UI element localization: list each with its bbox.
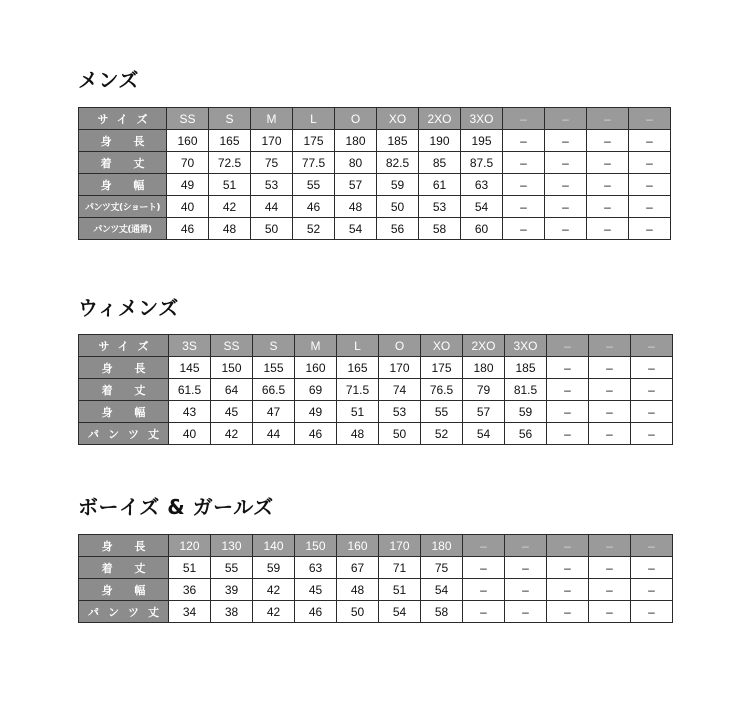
measurement-cell: 40 [167, 196, 209, 218]
mens-size-table [78, 107, 671, 240]
measurement-cell: 60 [461, 218, 503, 240]
measurement-cell: – [463, 601, 505, 623]
measurement-cell: 55 [211, 557, 253, 579]
measurement-cell: 145 [169, 357, 211, 379]
size-header-cell: – [631, 335, 673, 357]
measurement-cell: 50 [251, 218, 293, 240]
measurement-cell: 55 [421, 401, 463, 423]
row-label: 着 丈 [79, 379, 169, 401]
measurement-cell: 39 [211, 579, 253, 601]
measurement-cell: – [545, 130, 587, 152]
measurement-cell: 180 [463, 357, 505, 379]
measurement-cell: 195 [461, 130, 503, 152]
row-label: パンツ丈 [79, 423, 169, 445]
table-row [79, 401, 673, 423]
size-header-cell: – [589, 335, 631, 357]
measurement-cell: 49 [295, 401, 337, 423]
measurement-cell: 45 [295, 579, 337, 601]
measurement-cell: 51 [379, 579, 421, 601]
measurement-cell: 38 [211, 601, 253, 623]
measurement-cell: – [589, 601, 631, 623]
size-header-cell: 140 [253, 535, 295, 557]
measurement-cell: – [631, 557, 673, 579]
size-header-cell: 160 [337, 535, 379, 557]
size-header-cell: 2XO [419, 108, 461, 130]
kids-size-table [78, 534, 673, 623]
measurement-cell: 165 [209, 130, 251, 152]
measurement-cell: 150 [211, 357, 253, 379]
size-header-cell: SS [211, 335, 253, 357]
measurement-cell: – [587, 218, 629, 240]
size-header-cell: – [503, 108, 545, 130]
measurement-cell: 64 [211, 379, 253, 401]
size-header-row [79, 535, 673, 557]
measurement-cell: – [503, 174, 545, 196]
measurement-cell: 44 [251, 196, 293, 218]
measurement-cell: 54 [335, 218, 377, 240]
measurement-cell: 48 [335, 196, 377, 218]
size-header-cell: 180 [421, 535, 463, 557]
measurement-cell: 59 [253, 557, 295, 579]
measurement-cell: 58 [419, 218, 461, 240]
row-label: 身 長 [79, 535, 169, 557]
measurement-cell: 180 [335, 130, 377, 152]
measurement-cell: 52 [293, 218, 335, 240]
measurement-cell: 58 [421, 601, 463, 623]
kids-title: ボーイズ & ガールズ [78, 495, 274, 519]
measurement-cell: 80 [335, 152, 377, 174]
measurement-cell: 56 [505, 423, 547, 445]
measurement-cell: – [589, 557, 631, 579]
measurement-cell: – [503, 218, 545, 240]
size-header-cell: – [505, 535, 547, 557]
measurement-cell: 66.5 [253, 379, 295, 401]
measurement-cell: – [587, 130, 629, 152]
measurement-cell: 51 [209, 174, 251, 196]
measurement-cell: – [589, 379, 631, 401]
measurement-cell: 46 [295, 601, 337, 623]
table-row [79, 557, 673, 579]
size-header-cell: M [295, 335, 337, 357]
measurement-cell: 44 [253, 423, 295, 445]
size-header-cell: O [335, 108, 377, 130]
measurement-cell: 46 [295, 423, 337, 445]
row-label: 着 丈 [79, 557, 169, 579]
measurement-cell: – [547, 401, 589, 423]
measurement-cell: 42 [209, 196, 251, 218]
measurement-cell: – [629, 174, 671, 196]
size-header-cell: S [209, 108, 251, 130]
measurement-cell: 53 [419, 196, 461, 218]
table-row [79, 174, 671, 196]
measurement-cell: – [545, 218, 587, 240]
measurement-cell: 63 [461, 174, 503, 196]
measurement-cell: 54 [421, 579, 463, 601]
size-header-cell: XO [421, 335, 463, 357]
measurement-cell: 51 [337, 401, 379, 423]
measurement-cell: – [589, 357, 631, 379]
measurement-cell: 57 [335, 174, 377, 196]
measurement-cell: 52 [421, 423, 463, 445]
measurement-cell: – [631, 401, 673, 423]
measurement-cell: – [547, 423, 589, 445]
measurement-cell: – [629, 152, 671, 174]
measurement-cell: 48 [337, 423, 379, 445]
measurement-cell: 46 [293, 196, 335, 218]
measurement-cell: 85 [419, 152, 461, 174]
measurement-cell: – [505, 557, 547, 579]
size-header-cell: – [629, 108, 671, 130]
measurement-cell: – [629, 196, 671, 218]
measurement-cell: 81.5 [505, 379, 547, 401]
measurement-cell: 57 [463, 401, 505, 423]
measurement-cell: 185 [505, 357, 547, 379]
measurement-cell: 50 [379, 423, 421, 445]
measurement-cell: 59 [505, 401, 547, 423]
measurement-cell: 54 [461, 196, 503, 218]
mens-title: メンズ [78, 68, 139, 92]
measurement-cell: – [503, 196, 545, 218]
table-row [79, 579, 673, 601]
row-label: 身 長 [79, 357, 169, 379]
measurement-cell: 175 [421, 357, 463, 379]
row-label: サイズ [79, 335, 169, 357]
measurement-cell: 72.5 [209, 152, 251, 174]
row-label: 身 幅 [79, 174, 167, 196]
table-row [79, 601, 673, 623]
size-header-cell: 3XO [461, 108, 503, 130]
measurement-cell: 61 [419, 174, 461, 196]
measurement-cell: – [629, 218, 671, 240]
measurement-cell: 71 [379, 557, 421, 579]
size-header-cell: 130 [211, 535, 253, 557]
size-header-cell: 120 [169, 535, 211, 557]
row-label: 身 幅 [79, 401, 169, 423]
row-label: パンツ丈 [79, 601, 169, 623]
size-header-cell: SS [167, 108, 209, 130]
measurement-cell: 185 [377, 130, 419, 152]
size-header-row [79, 108, 671, 130]
measurement-cell: 165 [337, 357, 379, 379]
measurement-cell: 76.5 [421, 379, 463, 401]
measurement-cell: 34 [169, 601, 211, 623]
size-header-cell: 150 [295, 535, 337, 557]
measurement-cell: 63 [295, 557, 337, 579]
measurement-cell: 42 [253, 579, 295, 601]
measurement-cell: 46 [167, 218, 209, 240]
measurement-cell: 45 [211, 401, 253, 423]
measurement-cell: 75 [421, 557, 463, 579]
measurement-cell: 49 [167, 174, 209, 196]
measurement-cell: 190 [419, 130, 461, 152]
measurement-cell: 155 [253, 357, 295, 379]
measurement-cell: 55 [293, 174, 335, 196]
size-header-cell: – [463, 535, 505, 557]
measurement-cell: 77.5 [293, 152, 335, 174]
row-label: 身 長 [79, 130, 167, 152]
measurement-cell: 70 [167, 152, 209, 174]
measurement-cell: 54 [379, 601, 421, 623]
measurement-cell: 175 [293, 130, 335, 152]
measurement-cell: – [505, 579, 547, 601]
size-header-row [79, 335, 673, 357]
measurement-cell: 53 [251, 174, 293, 196]
size-header-cell: M [251, 108, 293, 130]
measurement-cell: – [545, 196, 587, 218]
measurement-cell: 51 [169, 557, 211, 579]
table-row [79, 379, 673, 401]
size-header-cell: 170 [379, 535, 421, 557]
size-header-cell: L [337, 335, 379, 357]
table-row [79, 423, 673, 445]
table-row [79, 130, 671, 152]
size-header-cell: – [631, 535, 673, 557]
measurement-cell: – [587, 196, 629, 218]
measurement-cell: 67 [337, 557, 379, 579]
measurement-cell: – [547, 601, 589, 623]
size-header-cell: – [589, 535, 631, 557]
measurement-cell: 48 [337, 579, 379, 601]
measurement-cell: – [589, 423, 631, 445]
measurement-cell: – [545, 174, 587, 196]
womens-title: ウィメンズ [78, 296, 179, 320]
row-label: パンツ丈(通常) [79, 218, 167, 240]
size-header-cell: – [547, 335, 589, 357]
measurement-cell: – [587, 152, 629, 174]
measurement-cell: – [545, 152, 587, 174]
measurement-cell: 160 [167, 130, 209, 152]
measurement-cell: 87.5 [461, 152, 503, 174]
size-header-cell: 3S [169, 335, 211, 357]
measurement-cell: – [631, 601, 673, 623]
size-header-cell: – [587, 108, 629, 130]
womens-size-table [78, 334, 673, 445]
size-header-cell: XO [377, 108, 419, 130]
measurement-cell: 54 [463, 423, 505, 445]
size-header-cell: – [547, 535, 589, 557]
measurement-cell: 50 [377, 196, 419, 218]
measurement-cell: 56 [377, 218, 419, 240]
row-label: パンツ丈(ショート) [79, 196, 167, 218]
measurement-cell: – [505, 601, 547, 623]
measurement-cell: – [589, 401, 631, 423]
measurement-cell: 61.5 [169, 379, 211, 401]
measurement-cell: 42 [211, 423, 253, 445]
row-label: サイズ [79, 108, 167, 130]
measurement-cell: 50 [337, 601, 379, 623]
measurement-cell: 59 [377, 174, 419, 196]
table-row [79, 357, 673, 379]
measurement-cell: – [631, 357, 673, 379]
measurement-cell: 47 [253, 401, 295, 423]
measurement-cell: – [503, 152, 545, 174]
measurement-cell: – [631, 379, 673, 401]
measurement-cell: 170 [379, 357, 421, 379]
row-label: 身 幅 [79, 579, 169, 601]
size-header-cell: 3XO [505, 335, 547, 357]
size-header-cell: – [545, 108, 587, 130]
measurement-cell: 40 [169, 423, 211, 445]
table-row [79, 196, 671, 218]
size-header-cell: 2XO [463, 335, 505, 357]
measurement-cell: – [547, 557, 589, 579]
measurement-cell: 69 [295, 379, 337, 401]
measurement-cell: 74 [379, 379, 421, 401]
measurement-cell: 53 [379, 401, 421, 423]
row-label: 着 丈 [79, 152, 167, 174]
measurement-cell: 75 [251, 152, 293, 174]
measurement-cell: 48 [209, 218, 251, 240]
measurement-cell: – [503, 130, 545, 152]
table-row [79, 218, 671, 240]
measurement-cell: – [547, 579, 589, 601]
measurement-cell: – [463, 579, 505, 601]
measurement-cell: – [631, 579, 673, 601]
size-header-cell: S [253, 335, 295, 357]
measurement-cell: 36 [169, 579, 211, 601]
measurement-cell: 82.5 [377, 152, 419, 174]
measurement-cell: 160 [295, 357, 337, 379]
measurement-cell: 43 [169, 401, 211, 423]
measurement-cell: – [629, 130, 671, 152]
measurement-cell: – [463, 557, 505, 579]
size-header-cell: O [379, 335, 421, 357]
measurement-cell: 79 [463, 379, 505, 401]
measurement-cell: – [587, 174, 629, 196]
measurement-cell: – [547, 357, 589, 379]
table-row [79, 152, 671, 174]
measurement-cell: 170 [251, 130, 293, 152]
measurement-cell: 71.5 [337, 379, 379, 401]
measurement-cell: – [589, 579, 631, 601]
size-header-cell: L [293, 108, 335, 130]
measurement-cell: 42 [253, 601, 295, 623]
measurement-cell: – [547, 379, 589, 401]
measurement-cell: – [631, 423, 673, 445]
